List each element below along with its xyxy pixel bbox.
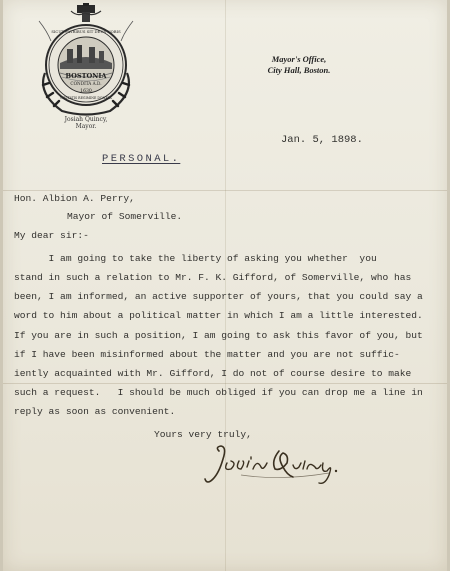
body-line: I am going to take the liberty of asking you whether you xyxy=(14,253,377,264)
letter-date: Jan. 5, 1898. xyxy=(281,134,363,146)
seal-motto-bottom: CIVITATIS REGIMINE DONATA xyxy=(60,96,112,100)
seal-condita: CONDITA A.D. xyxy=(70,81,102,86)
office-line-2: City Hall, Boston. xyxy=(267,65,331,75)
seal-city: BOSTONIA xyxy=(65,72,107,80)
mayor-name: Josiah Quincy, xyxy=(64,116,108,123)
letter-sheet xyxy=(3,0,447,571)
closing: Yours very truly, xyxy=(154,429,252,440)
signature-image xyxy=(201,441,346,489)
body-line: If you are in such a position, I am going to ask this favor of you, but xyxy=(14,330,423,341)
seal-year: 1630 xyxy=(80,89,92,94)
body-line: such a request. I should be much obliged if you can drop me a line in xyxy=(14,387,423,398)
office-address xyxy=(249,54,349,76)
office-line-1: Mayor's Office, xyxy=(271,54,327,64)
body-line: word to him about a political matter in which I am a little interested. xyxy=(14,310,423,321)
boston-city-seal-icon xyxy=(27,3,145,121)
body-line: if I have been misinformed about the matter and you are not suffic- xyxy=(14,349,400,360)
mayor-name-block xyxy=(51,116,121,130)
seal-motto: SICUT PATRIBUS SIT DEUS NOBIS xyxy=(51,29,121,34)
mayor-title: Mayor. xyxy=(75,123,97,130)
letter-heading: PERSONAL. xyxy=(102,153,181,165)
body-line: reply as soon as convenient. xyxy=(14,406,176,417)
body-line: stand in such a relation to Mr. F. K. Gifford, of Somerville, who has xyxy=(14,272,412,283)
recipient-title: Mayor of Somerville. xyxy=(67,211,183,222)
body-line: iently acquainted with Mr. Gifford, I do not of course desire to make xyxy=(14,368,412,379)
body-line: been, I am informed, an active supporter of yours, that you could say a xyxy=(14,291,423,302)
salutation: My dear sir:- xyxy=(14,230,89,241)
recipient-name: Hon. Albion A. Perry, xyxy=(14,193,135,204)
